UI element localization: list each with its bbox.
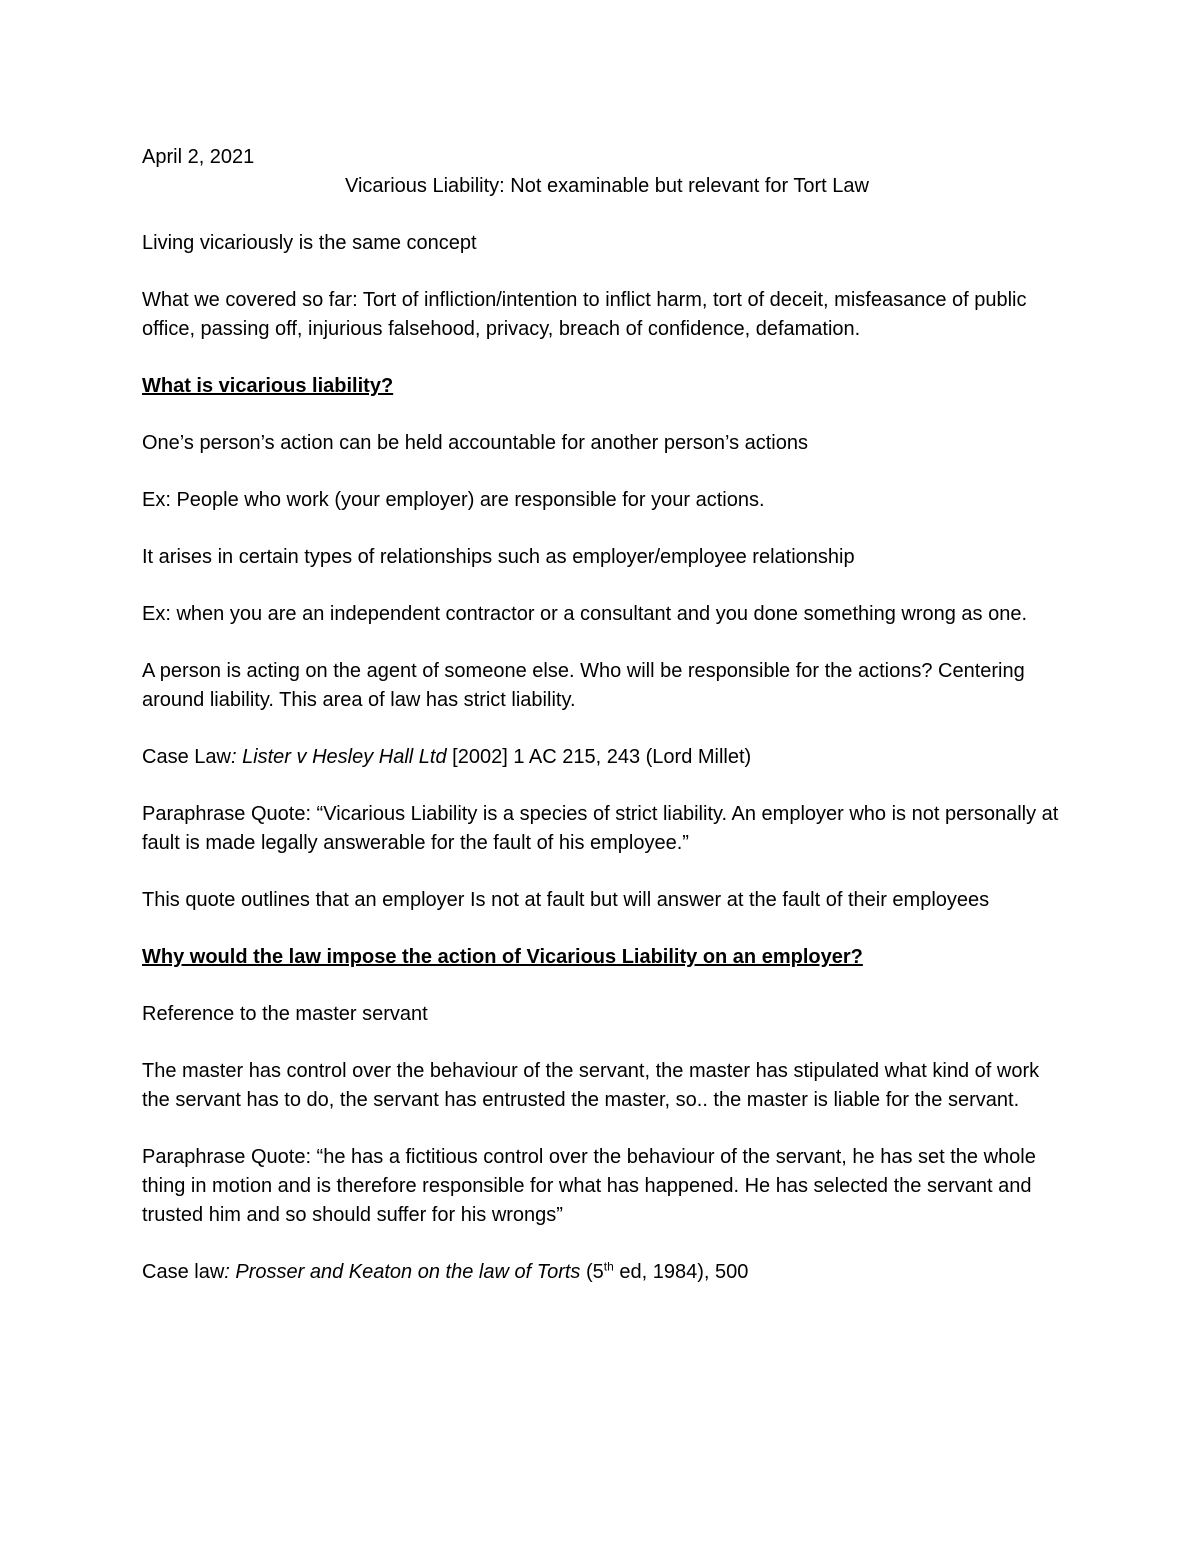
case-law-colon: : bbox=[230, 746, 243, 768]
section-heading-what-is-vicarious-liability: What is vicarious liability? bbox=[142, 375, 394, 397]
case-law-colon-2: : bbox=[224, 1261, 236, 1283]
paragraph-living-vicariously: Living vicariously is the same concept bbox=[142, 232, 477, 254]
document-page bbox=[142, 143, 1072, 1287]
case-name-prosser: Prosser and Keaton on the law of Torts bbox=[235, 1261, 581, 1283]
case-law-label: Case Law bbox=[142, 746, 231, 768]
case-law-label-2: Case law bbox=[142, 1261, 225, 1283]
case-edition-superscript: th bbox=[603, 1259, 614, 1274]
paragraph-quote-outlines: This quote outlines that an employer Is not at fault but will answer at the fault of their employees bbox=[142, 889, 990, 911]
case-edition-rest: ed, 1984), 500 bbox=[613, 1261, 749, 1283]
case-citation-lister: [2002] 1 AC 215, 243 (Lord Millet) bbox=[446, 746, 752, 768]
paragraph-master-control: The master has control over the behaviour of the servant, the master has stipulated what kind of work the servant has to do, the servant has entrusted the master, so.. the master is liable for the servant. bbox=[142, 1060, 1040, 1111]
paragraph-paraphrase-quote-2: Paraphrase Quote: “he has a fictitious control over the behaviour of the servant, he has set the whole thing in motion and is therefore responsible for what has happened. He has selected the servant and trusted him and so should suffer for his wrongs” bbox=[142, 1146, 1036, 1226]
paragraph-accountable: One’s person’s action can be held accountable for another person’s actions bbox=[142, 432, 808, 454]
paragraph-example-contractor: Ex: when you are an independent contractor or a consultant and you done something wrong as one. bbox=[142, 603, 1028, 625]
section-heading-why-impose: Why would the law impose the action of Vicarious Liability on an employer? bbox=[142, 946, 863, 968]
paragraph-example-employer: Ex: People who work (your employer) are responsible for your actions. bbox=[142, 489, 765, 511]
document-title: Vicarious Liability: Not examinable but relevant for Tort Law bbox=[345, 175, 869, 197]
paragraph-agent: A person is acting on the agent of someone else. Who will be responsible for the actions? Centering around liability. This area of law has strict liability. bbox=[142, 660, 1025, 711]
document-date: April 2, 2021 bbox=[142, 146, 255, 168]
paragraph-relationships: It arises in certain types of relationships such as employer/employee relationship bbox=[142, 546, 855, 568]
paragraph-master-servant-reference: Reference to the master servant bbox=[142, 1003, 428, 1025]
paragraph-covered-so-far: What we covered so far: Tort of infliction/intention to inflict harm, tort of deceit, misfeasance of public office, passing off, injurious falsehood, privacy, breach of confidence, defamation. bbox=[142, 289, 1027, 340]
case-law-citation-prosser bbox=[142, 1258, 1072, 1287]
case-law-citation-lister bbox=[142, 743, 1072, 772]
case-name-lister: Lister v Hesley Hall Ltd bbox=[242, 746, 447, 768]
paragraph-paraphrase-quote-1: Paraphrase Quote: “Vicarious Liability is a species of strict liability. An employer who is not personally at fault is made legally answerable for the fault of his employee.” bbox=[142, 803, 1059, 854]
case-edition-open: (5 bbox=[580, 1261, 604, 1283]
